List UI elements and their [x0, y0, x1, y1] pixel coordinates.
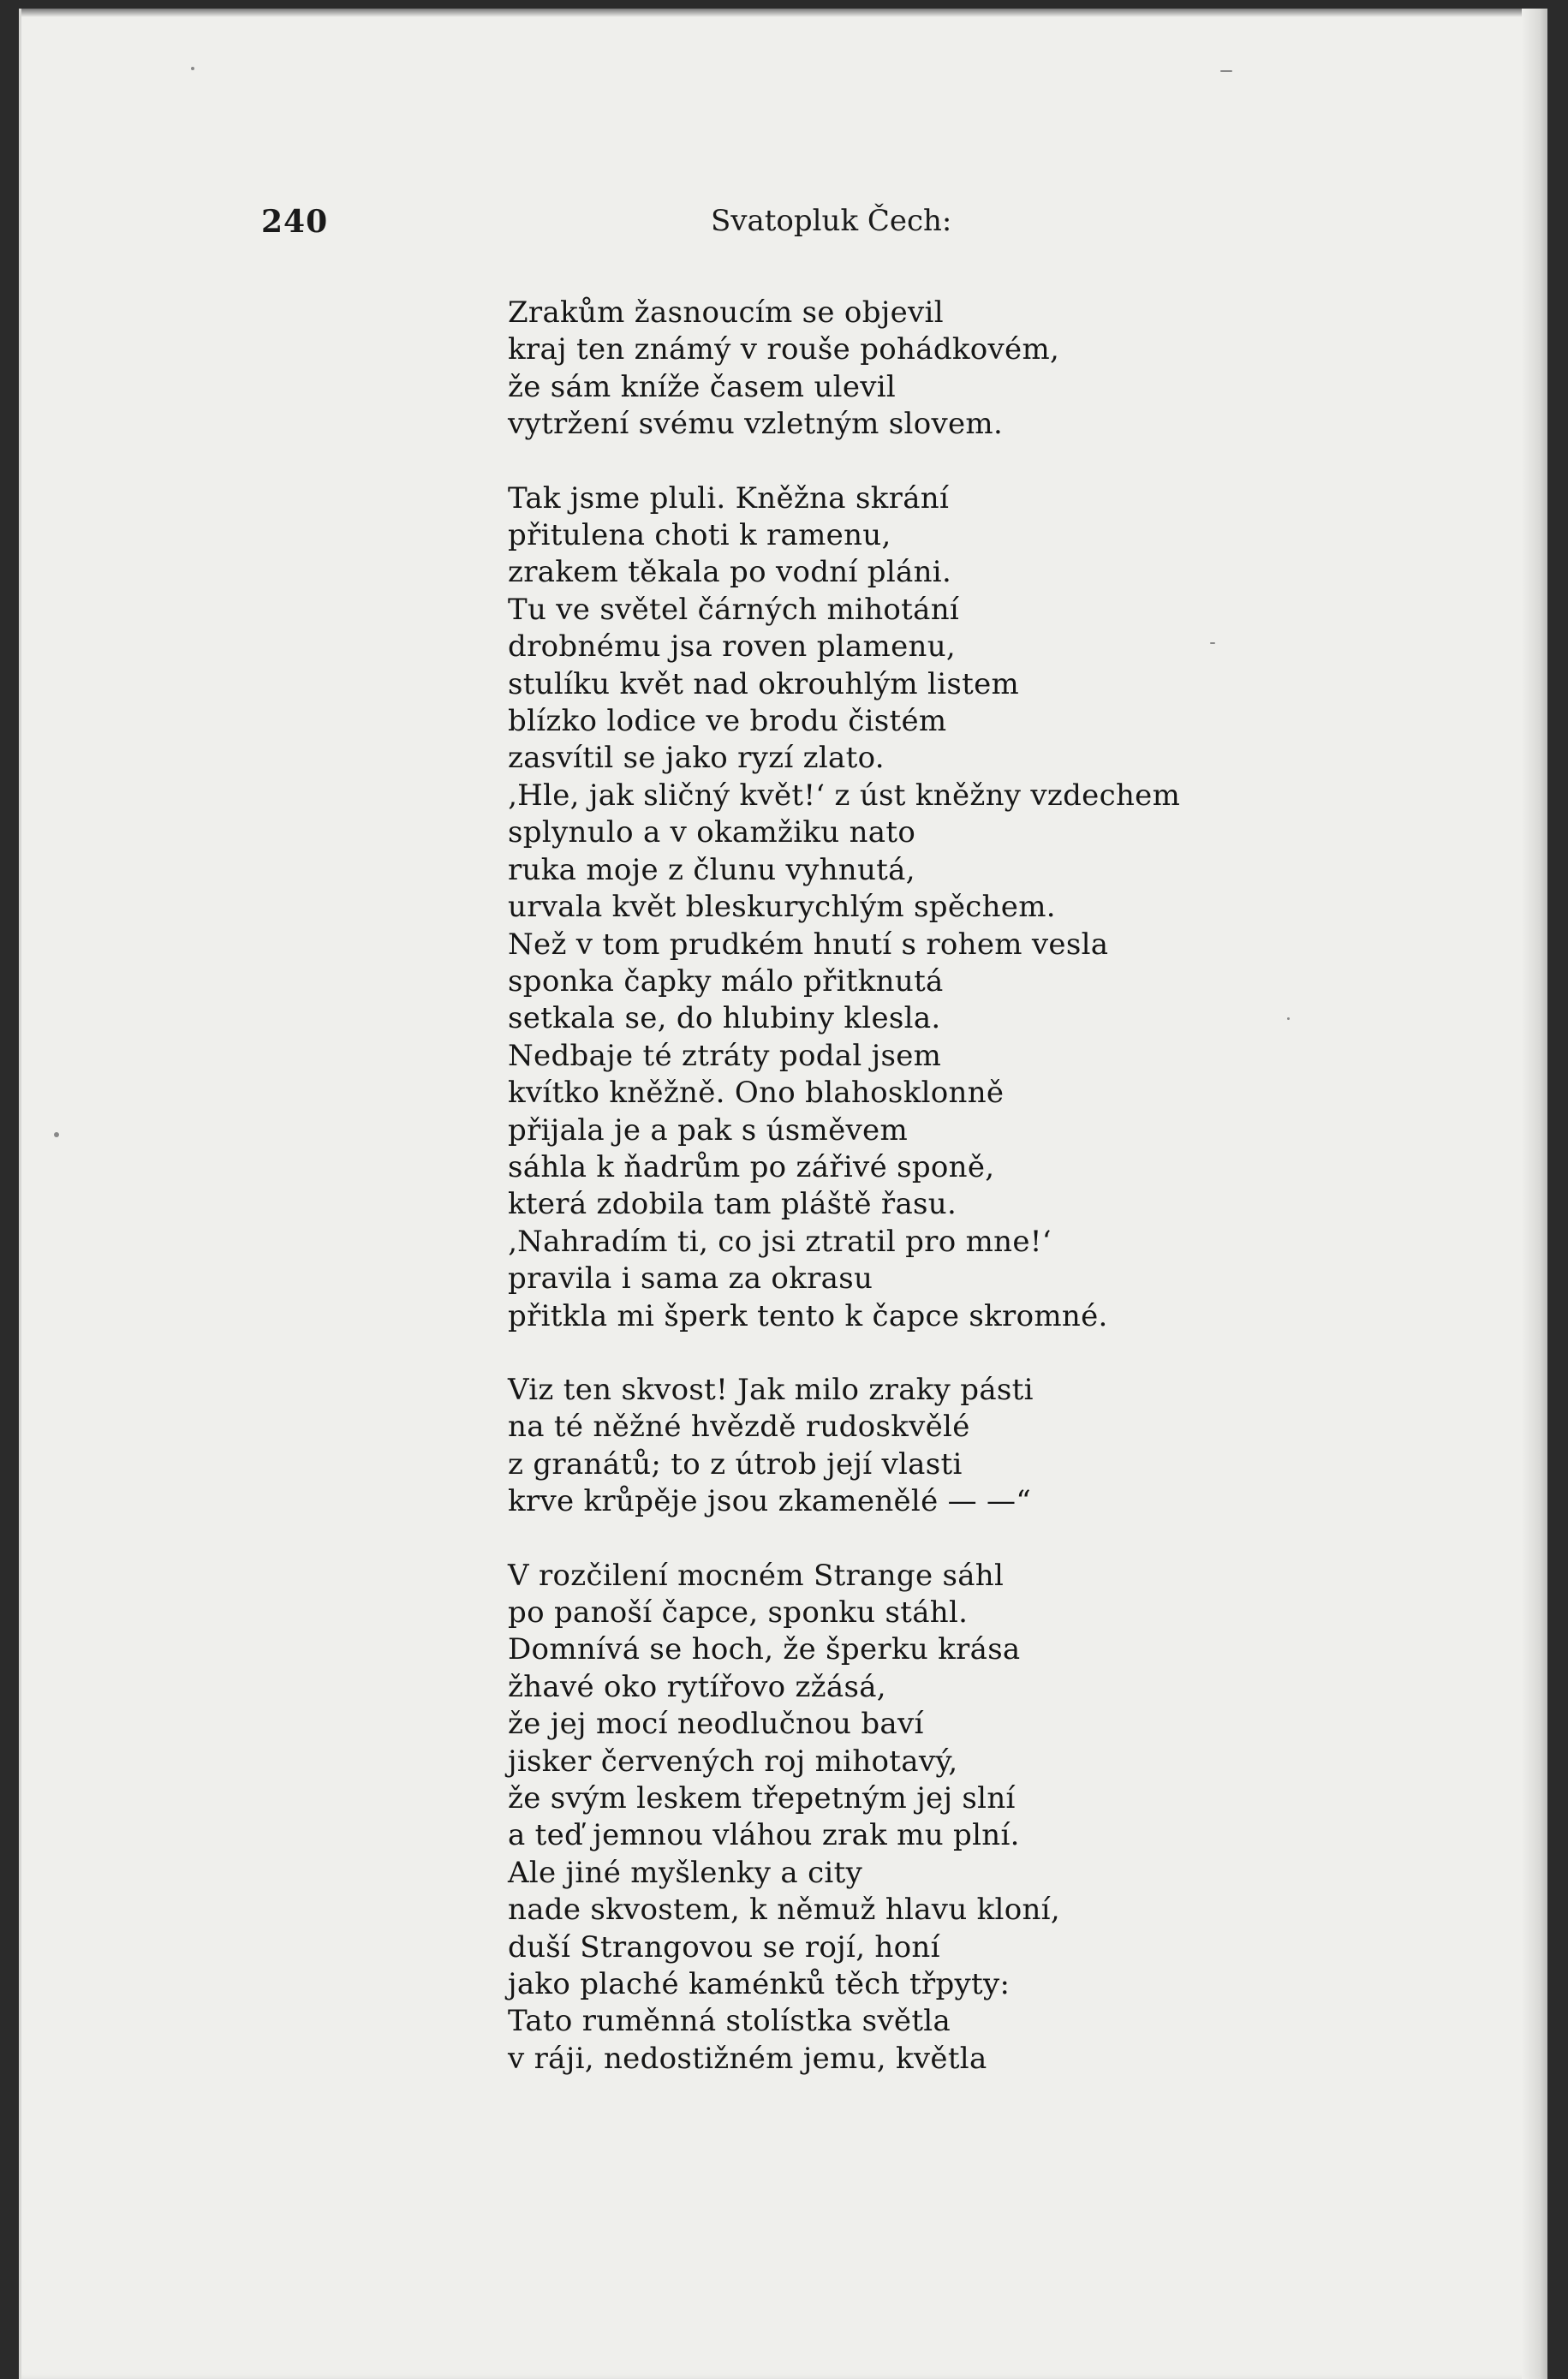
poem-text [508, 295, 1398, 2114]
verse-line: že sám kníže časem ulevil [508, 369, 897, 404]
verse-line: setkala se, do hlubiny klesla. [508, 1001, 941, 1036]
verse-line: a teď jemnou vláhou zrak mu plní. [508, 1818, 1020, 1853]
verse-line: krve krůpěje jsou zkamenělé — —“ [508, 1484, 1032, 1519]
page-top-edge [21, 9, 1547, 17]
stanza [508, 480, 1398, 1335]
verse-line: duší Strangovou se rojí, honí [508, 1929, 940, 1965]
paper-speck [1220, 70, 1232, 72]
verse-line: žhavé oko rytířovo zžásá, [508, 1669, 886, 1704]
verse-line: drobnému jsa roven plamenu, [508, 629, 957, 665]
verse-line: nade skvostem, k němuž hlavu kloní, [508, 1893, 1060, 1928]
stanza [508, 1558, 1398, 2078]
paper-speck [191, 67, 194, 70]
verse-line: která zdobila tam pláště řasu. [508, 1187, 957, 1222]
paper-speck [54, 1132, 59, 1137]
verse-line: pravila i sama za okrasu [508, 1261, 873, 1297]
verse-line: stulíku květ nad okrouhlým listem [508, 666, 1020, 701]
verse-line: Viz ten skvost! Jak milo zraky pásti [508, 1372, 1034, 1407]
stanza [508, 1372, 1398, 1521]
verse-line: Domnívá se hoch, že šperku krása [508, 1632, 1021, 1667]
running-head: Svatopluk Čech: [711, 204, 952, 238]
verse-line: zasvítil se jako ryzí zlato. [508, 741, 885, 776]
verse-line: Tak jsme pluli. Kněžna skrání [508, 480, 950, 516]
verse-line: kvítko kněžně. Ono blahosklonně [508, 1076, 1005, 1111]
verse-line: po panoší čapce, sponku stáhl. [508, 1595, 969, 1630]
verse-line: přitkla mi šperk tento k čapce skromné. [508, 1298, 1108, 1333]
verse-line: Tato ruměnná stolístka světla [508, 2004, 951, 2039]
verse-line: V rozčilení mocném Strange sáhl [508, 1558, 1005, 1593]
verse-line: zrakem těkala po vodní pláni. [508, 555, 952, 590]
verse-line: Než v tom prudkém hnutí s rohem vesla [508, 927, 1109, 962]
paper-speck [1287, 1017, 1290, 1020]
verse-line: že jej mocí neodlučnou baví [508, 1707, 924, 1742]
verse-line: ‚Hle, jak sličný květ!‘ z úst kněžny vzdechem [508, 778, 1181, 813]
verse-line: z granátů; to z útrob její vlasti [508, 1446, 963, 1482]
verse-line: sponka čapky málo přitknutá [508, 963, 944, 999]
verse-line: Ale jiné myšlenky a city [508, 1855, 863, 1890]
verse-line: přijala je a pak s úsměvem [508, 1112, 908, 1148]
verse-line: urvala květ bleskurychlým spěchem. [508, 890, 1056, 925]
book-page [19, 9, 1547, 2379]
verse-line: kraj ten známý v rouše pohádkovém, [508, 332, 1060, 367]
verse-line: Zrakům žasnoucím se objevil [508, 295, 944, 330]
verse-line: splynulo a v okamžiku nato [508, 815, 916, 850]
verse-line: jisker červených roj mihotavý, [508, 1744, 958, 1779]
verse-line: ruka moje z člunu vyhnutá, [508, 852, 915, 887]
verse-line: přitulena choti k ramenu, [508, 518, 891, 553]
verse-line: na té něžné hvězdě rudoskvělé [508, 1410, 970, 1445]
verse-line: blízko lodice ve brodu čistém [508, 704, 947, 739]
verse-line: Nedbaje té ztráty podal jsem [508, 1038, 942, 1073]
stanza [508, 295, 1398, 444]
verse-line: jako plaché kaménků těch třpyty: [508, 1967, 1011, 2002]
verse-line: v ráji, nedostižném jemu, květla [508, 2041, 987, 2076]
page-header [261, 204, 1392, 255]
page-right-edge [1522, 9, 1547, 2379]
paper-speck [1210, 642, 1215, 644]
verse-line: vytržení svému vzletným slovem. [508, 407, 1004, 442]
verse-line: Tu ve světel čárných mihotání [508, 592, 960, 627]
page-number: 240 [261, 204, 329, 240]
verse-line: že svým leskem třepetným jej slní [508, 1781, 1016, 1816]
verse-line: ‚Nahradím ti, co jsi ztratil pro mne!‘ [508, 1224, 1052, 1259]
verse-line: sáhla k ňadrům po zářivé sponě, [508, 1149, 995, 1184]
